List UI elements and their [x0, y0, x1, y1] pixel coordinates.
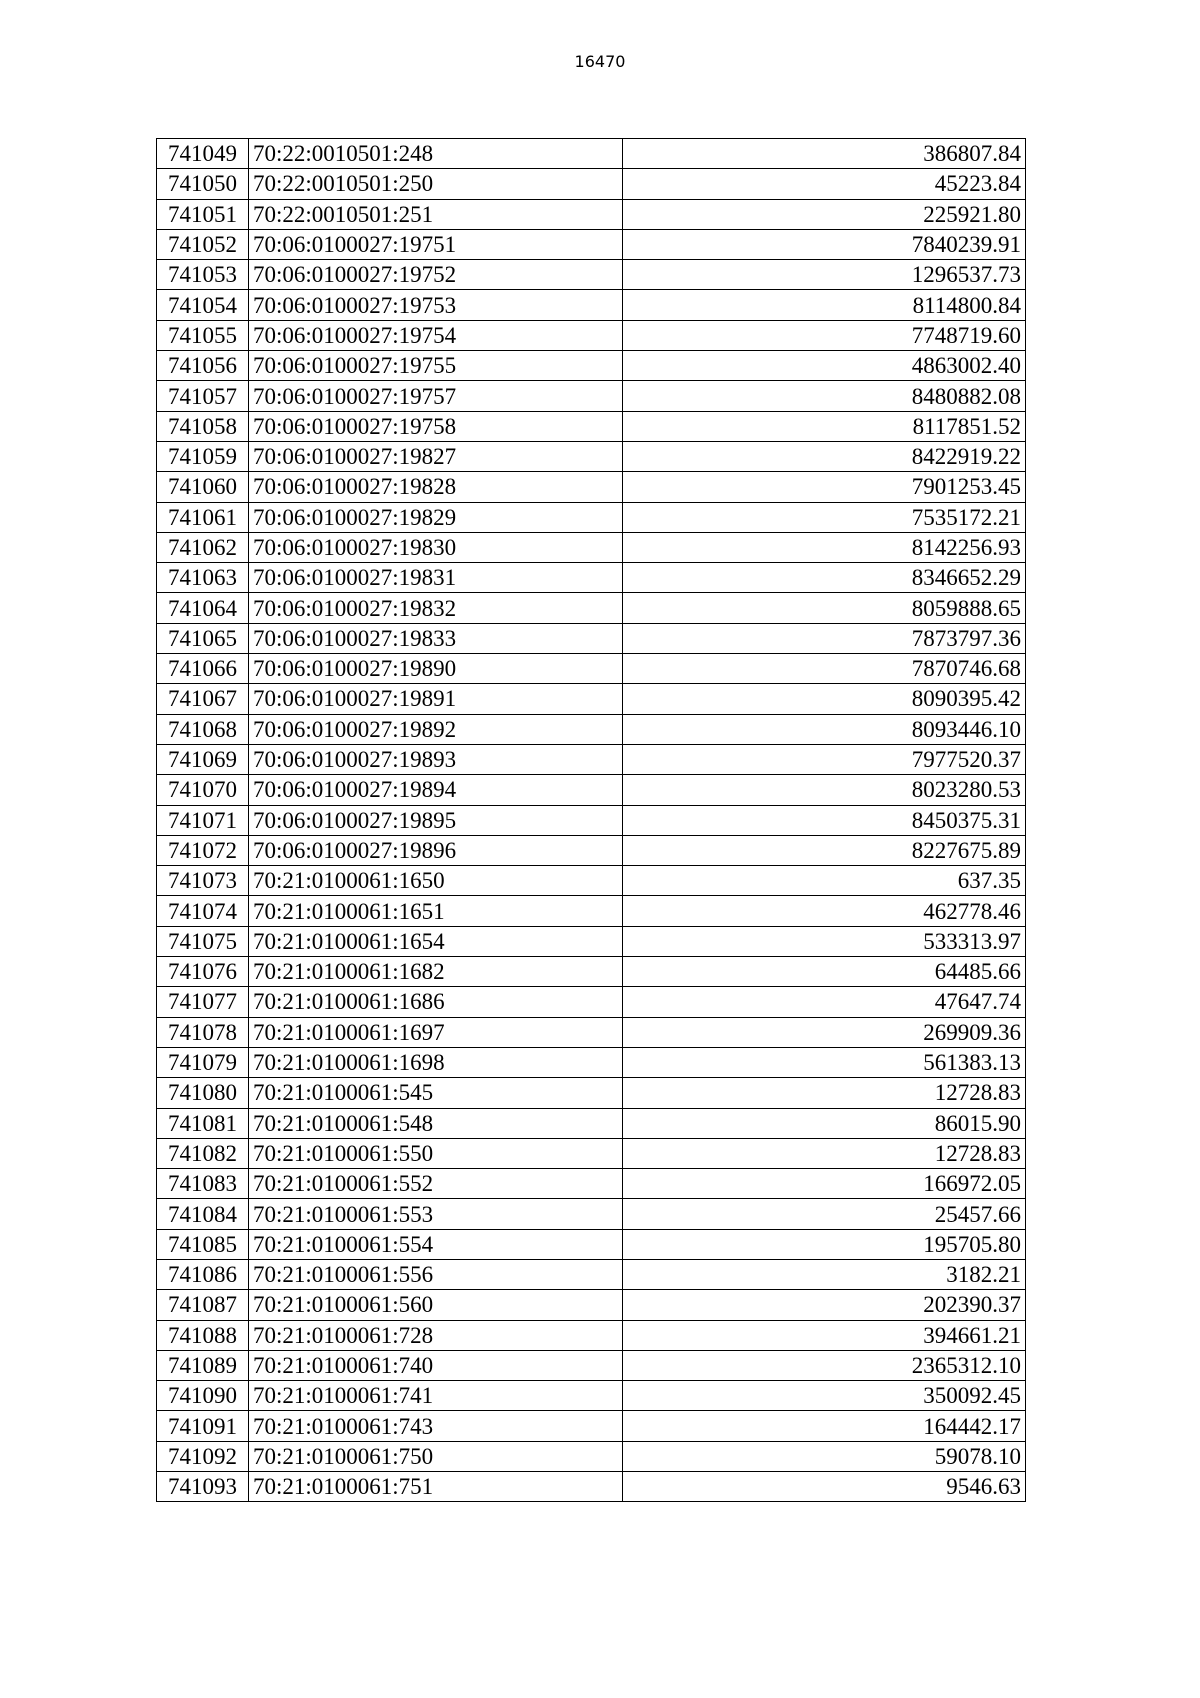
cadastral-number-cell: 70:22:0010501:251	[249, 199, 623, 229]
cadastral-number-cell: 70:06:0100027:19755	[249, 351, 623, 381]
table-row	[157, 351, 1026, 381]
cadastral-number-cell: 70:06:0100027:19827	[249, 441, 623, 471]
cadastral-number-cell: 70:06:0100027:19831	[249, 563, 623, 593]
row-number-cell: 741060	[157, 472, 249, 502]
row-number-cell: 741072	[157, 835, 249, 865]
cadastral-value-cell: 202390.37	[623, 1290, 1026, 1320]
table-row	[157, 169, 1026, 199]
cadastral-number-cell: 70:06:0100027:19753	[249, 290, 623, 320]
table-row	[157, 1320, 1026, 1350]
row-number-cell: 741073	[157, 866, 249, 896]
row-number-cell: 741081	[157, 1108, 249, 1138]
cadastral-value-cell: 12728.83	[623, 1138, 1026, 1168]
cadastral-number-cell: 70:21:0100061:1682	[249, 957, 623, 987]
table-row	[157, 139, 1026, 169]
cadastral-value-cell: 8117851.52	[623, 411, 1026, 441]
row-number-cell: 741067	[157, 684, 249, 714]
cadastral-number-cell: 70:06:0100027:19891	[249, 684, 623, 714]
table-row	[157, 1078, 1026, 1108]
cadastral-value-cell: 195705.80	[623, 1229, 1026, 1259]
cadastral-value-cell: 7748719.60	[623, 320, 1026, 350]
table-row	[157, 805, 1026, 835]
cadastral-number-cell: 70:22:0010501:250	[249, 169, 623, 199]
table-row	[157, 563, 1026, 593]
table-row	[157, 1441, 1026, 1471]
cadastral-number-cell: 70:21:0100061:552	[249, 1169, 623, 1199]
table-row	[157, 1350, 1026, 1380]
cadastral-number-cell: 70:06:0100027:19832	[249, 593, 623, 623]
row-number-cell: 741076	[157, 957, 249, 987]
table-row	[157, 320, 1026, 350]
row-number-cell: 741070	[157, 775, 249, 805]
row-number-cell: 741057	[157, 381, 249, 411]
cadastral-number-cell: 70:06:0100027:19896	[249, 835, 623, 865]
cadastral-value-cell: 45223.84	[623, 169, 1026, 199]
row-number-cell: 741091	[157, 1411, 249, 1441]
cadastral-number-cell: 70:21:0100061:728	[249, 1320, 623, 1350]
table-row	[157, 199, 1026, 229]
cadastral-value-cell: 8422919.22	[623, 441, 1026, 471]
table-row	[157, 866, 1026, 896]
row-number-cell: 741085	[157, 1229, 249, 1259]
cadastral-value-cell: 7977520.37	[623, 744, 1026, 774]
cadastral-number-cell: 70:06:0100027:19830	[249, 532, 623, 562]
row-number-cell: 741052	[157, 229, 249, 259]
cadastral-value-cell: 350092.45	[623, 1381, 1026, 1411]
row-number-cell: 741077	[157, 987, 249, 1017]
row-number-cell: 741061	[157, 502, 249, 532]
cadastral-value-cell: 8059888.65	[623, 593, 1026, 623]
table-row	[157, 1229, 1026, 1259]
cadastral-value-cell: 164442.17	[623, 1411, 1026, 1441]
row-number-cell: 741082	[157, 1138, 249, 1168]
cadastral-value-cell: 1296537.73	[623, 260, 1026, 290]
row-number-cell: 741063	[157, 563, 249, 593]
cadastral-value-cell: 8227675.89	[623, 835, 1026, 865]
row-number-cell: 741089	[157, 1350, 249, 1380]
cadastral-number-cell: 70:06:0100027:19752	[249, 260, 623, 290]
cadastral-value-cell: 8093446.10	[623, 714, 1026, 744]
cadastral-number-cell: 70:06:0100027:19751	[249, 229, 623, 259]
cadastral-value-cell: 3182.21	[623, 1259, 1026, 1289]
cadastral-value-cell: 59078.10	[623, 1441, 1026, 1471]
table-row	[157, 835, 1026, 865]
row-number-cell: 741093	[157, 1472, 249, 1502]
cadastral-value-cell: 8142256.93	[623, 532, 1026, 562]
row-number-cell: 741079	[157, 1047, 249, 1077]
table-row	[157, 1169, 1026, 1199]
row-number-cell: 741055	[157, 320, 249, 350]
cadastral-value-cell: 533313.97	[623, 926, 1026, 956]
cadastral-number-cell: 70:21:0100061:1698	[249, 1047, 623, 1077]
cadastral-number-cell: 70:21:0100061:751	[249, 1472, 623, 1502]
table-row	[157, 1381, 1026, 1411]
cadastral-number-cell: 70:06:0100027:19829	[249, 502, 623, 532]
table-row	[157, 1108, 1026, 1138]
cadastral-value-cell: 166972.05	[623, 1169, 1026, 1199]
row-number-cell: 741086	[157, 1259, 249, 1289]
cadastral-value-cell: 269909.36	[623, 1017, 1026, 1047]
cadastral-number-cell: 70:06:0100027:19758	[249, 411, 623, 441]
cadastral-number-cell: 70:22:0010501:248	[249, 139, 623, 169]
row-number-cell: 741059	[157, 441, 249, 471]
table-row	[157, 381, 1026, 411]
row-number-cell: 741050	[157, 169, 249, 199]
cadastral-number-cell: 70:21:0100061:740	[249, 1350, 623, 1380]
cadastral-value-cell: 7840239.91	[623, 229, 1026, 259]
cadastral-value-cell: 2365312.10	[623, 1350, 1026, 1380]
table-row	[157, 896, 1026, 926]
row-number-cell: 741087	[157, 1290, 249, 1320]
cadastral-value-cell: 4863002.40	[623, 351, 1026, 381]
cadastral-number-cell: 70:21:0100061:545	[249, 1078, 623, 1108]
cadastral-value-cell: 394661.21	[623, 1320, 1026, 1350]
row-number-cell: 741092	[157, 1441, 249, 1471]
cadastral-value-cell: 8346652.29	[623, 563, 1026, 593]
row-number-cell: 741064	[157, 593, 249, 623]
cadastral-number-cell: 70:06:0100027:19892	[249, 714, 623, 744]
cadastral-number-cell: 70:21:0100061:1686	[249, 987, 623, 1017]
row-number-cell: 741056	[157, 351, 249, 381]
table-row	[157, 1017, 1026, 1047]
cadastral-value-cell: 225921.80	[623, 199, 1026, 229]
cadastral-value-cell: 12728.83	[623, 1078, 1026, 1108]
table-row	[157, 1138, 1026, 1168]
cadastral-value-cell: 9546.63	[623, 1472, 1026, 1502]
table-row	[157, 957, 1026, 987]
cadastral-value-cell: 8090395.42	[623, 684, 1026, 714]
row-number-cell: 741075	[157, 926, 249, 956]
row-number-cell: 741078	[157, 1017, 249, 1047]
table-row	[157, 1472, 1026, 1502]
table-row	[157, 1047, 1026, 1077]
cadastral-number-cell: 70:21:0100061:548	[249, 1108, 623, 1138]
row-number-cell: 741074	[157, 896, 249, 926]
table-row	[157, 472, 1026, 502]
cadastral-value-cell: 8023280.53	[623, 775, 1026, 805]
cadastral-value-cell: 7535172.21	[623, 502, 1026, 532]
table-row	[157, 1290, 1026, 1320]
table-row	[157, 654, 1026, 684]
table-row	[157, 229, 1026, 259]
row-number-cell: 741088	[157, 1320, 249, 1350]
table-row	[157, 290, 1026, 320]
cadastral-number-cell: 70:21:0100061:1651	[249, 896, 623, 926]
cadastral-value-cell: 64485.66	[623, 957, 1026, 987]
row-number-cell: 741084	[157, 1199, 249, 1229]
cadastral-value-cell: 7901253.45	[623, 472, 1026, 502]
table-row	[157, 1259, 1026, 1289]
row-number-cell: 741065	[157, 623, 249, 653]
cadastral-number-cell: 70:21:0100061:560	[249, 1290, 623, 1320]
row-number-cell: 741051	[157, 199, 249, 229]
cadastral-value-cell: 7873797.36	[623, 623, 1026, 653]
cadastral-number-cell: 70:06:0100027:19890	[249, 654, 623, 684]
cadastral-number-cell: 70:21:0100061:743	[249, 1411, 623, 1441]
row-number-cell: 741090	[157, 1381, 249, 1411]
table-row	[157, 260, 1026, 290]
cadastral-number-cell: 70:21:0100061:1697	[249, 1017, 623, 1047]
cadastral-value-table	[156, 138, 1026, 1502]
cadastral-number-cell: 70:06:0100027:19754	[249, 320, 623, 350]
cadastral-value-cell: 8450375.31	[623, 805, 1026, 835]
cadastral-value-cell: 8114800.84	[623, 290, 1026, 320]
cadastral-number-cell: 70:21:0100061:1654	[249, 926, 623, 956]
table-row	[157, 744, 1026, 774]
cadastral-value-cell: 86015.90	[623, 1108, 1026, 1138]
cadastral-number-cell: 70:21:0100061:550	[249, 1138, 623, 1168]
row-number-cell: 741054	[157, 290, 249, 320]
row-number-cell: 741049	[157, 139, 249, 169]
cadastral-number-cell: 70:21:0100061:750	[249, 1441, 623, 1471]
cadastral-number-cell: 70:06:0100027:19893	[249, 744, 623, 774]
cadastral-number-cell: 70:06:0100027:19833	[249, 623, 623, 653]
cadastral-number-cell: 70:06:0100027:19894	[249, 775, 623, 805]
row-number-cell: 741066	[157, 654, 249, 684]
table-row	[157, 775, 1026, 805]
cadastral-number-cell: 70:21:0100061:554	[249, 1229, 623, 1259]
cadastral-number-cell: 70:21:0100061:553	[249, 1199, 623, 1229]
cadastral-number-cell: 70:21:0100061:1650	[249, 866, 623, 896]
cadastral-value-cell: 637.35	[623, 866, 1026, 896]
table-row	[157, 926, 1026, 956]
table-row	[157, 502, 1026, 532]
cadastral-value-cell: 25457.66	[623, 1199, 1026, 1229]
cadastral-number-cell: 70:06:0100027:19895	[249, 805, 623, 835]
row-number-cell: 741058	[157, 411, 249, 441]
cadastral-value-cell: 462778.46	[623, 896, 1026, 926]
row-number-cell: 741053	[157, 260, 249, 290]
page-number: 16470	[574, 52, 626, 71]
table-row	[157, 714, 1026, 744]
table-row	[157, 623, 1026, 653]
cadastral-number-cell: 70:06:0100027:19757	[249, 381, 623, 411]
cadastral-number-cell: 70:21:0100061:741	[249, 1381, 623, 1411]
table-row	[157, 1199, 1026, 1229]
table-row	[157, 411, 1026, 441]
table-body	[157, 139, 1026, 1502]
row-number-cell: 741080	[157, 1078, 249, 1108]
cadastral-number-cell: 70:21:0100061:556	[249, 1259, 623, 1289]
row-number-cell: 741068	[157, 714, 249, 744]
row-number-cell: 741069	[157, 744, 249, 774]
cadastral-value-cell: 7870746.68	[623, 654, 1026, 684]
row-number-cell: 741083	[157, 1169, 249, 1199]
table-row	[157, 593, 1026, 623]
table-row	[157, 684, 1026, 714]
table-row	[157, 1411, 1026, 1441]
cadastral-number-cell: 70:06:0100027:19828	[249, 472, 623, 502]
table-row	[157, 441, 1026, 471]
table-row	[157, 987, 1026, 1017]
table-row	[157, 532, 1026, 562]
row-number-cell: 741062	[157, 532, 249, 562]
row-number-cell: 741071	[157, 805, 249, 835]
cadastral-value-cell: 386807.84	[623, 139, 1026, 169]
cadastral-value-cell: 561383.13	[623, 1047, 1026, 1077]
cadastral-value-cell: 8480882.08	[623, 381, 1026, 411]
cadastral-value-cell: 47647.74	[623, 987, 1026, 1017]
